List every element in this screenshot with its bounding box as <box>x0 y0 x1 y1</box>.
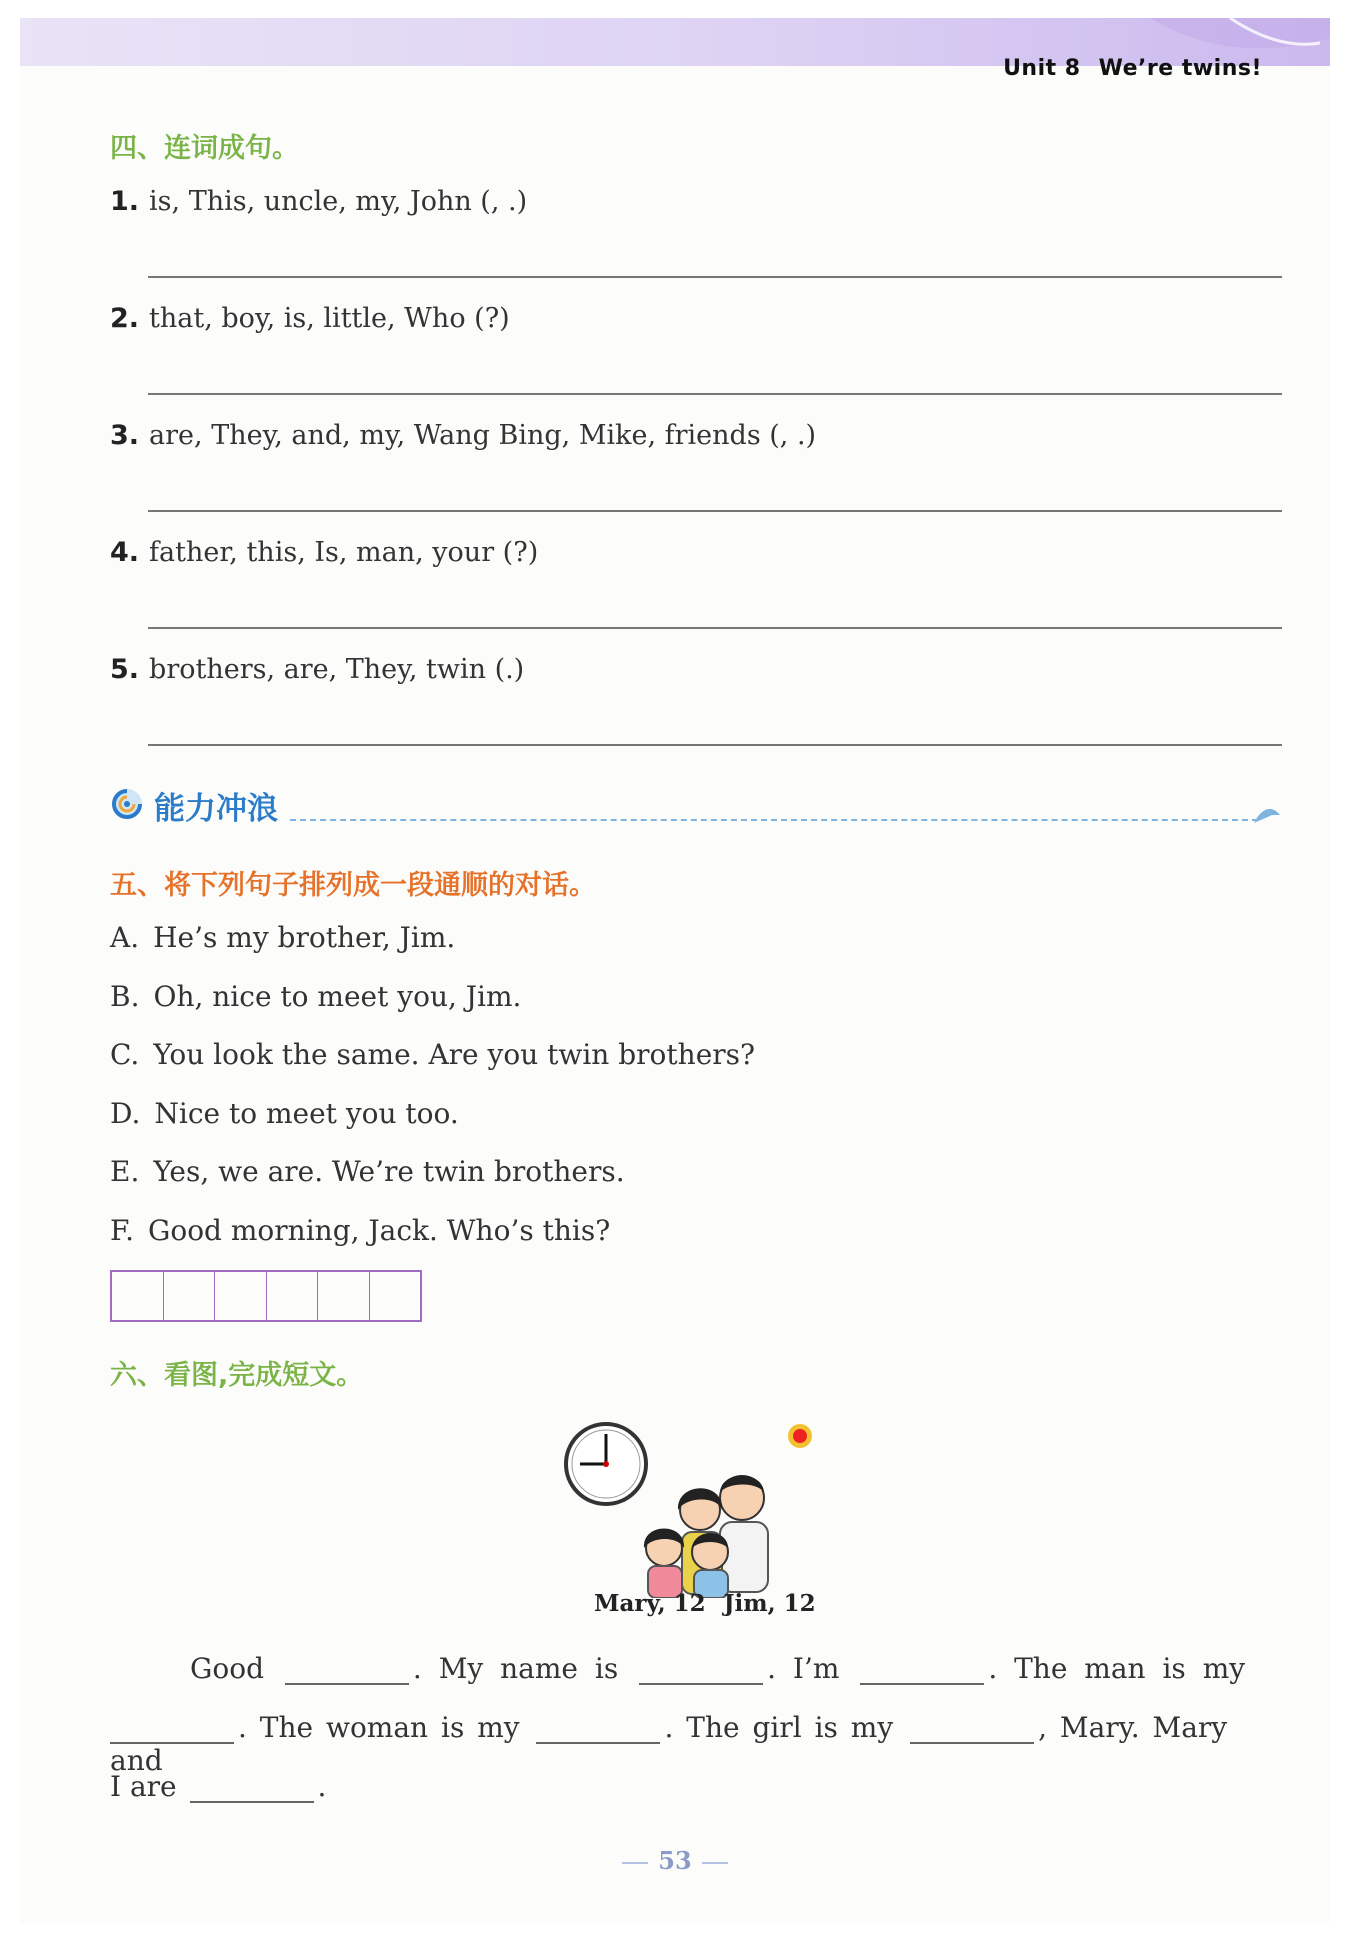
answer-order-boxes <box>110 1270 422 1322</box>
passage-line-3 <box>110 1770 1284 1803</box>
clock-icon <box>566 1424 646 1504</box>
question-text: that, boy, is, little, Who (?) <box>149 303 510 334</box>
answer-line-5[interactable] <box>148 744 1282 746</box>
option-letter: E. <box>110 1155 140 1188</box>
option-text: He’s my brother, Jim. <box>153 921 456 954</box>
option-e <box>110 1155 625 1188</box>
question-1 <box>110 186 527 217</box>
caption-jim: Jim, 12 <box>723 1590 816 1617</box>
question-text: brothers, are, They, twin (.) <box>149 654 525 685</box>
option-letter: A. <box>110 921 140 954</box>
option-letter: C. <box>110 1038 140 1071</box>
option-letter: F. <box>110 1214 134 1247</box>
passage-text: Good <box>190 1652 265 1685</box>
option-text: Good morning, Jack. Who’s this? <box>147 1214 611 1247</box>
option-letter: D. <box>110 1097 141 1130</box>
fill-blank[interactable] <box>190 1773 314 1803</box>
answer-box[interactable] <box>164 1272 216 1320</box>
section4-title: 四、连词成句。 <box>110 133 299 164</box>
sun-icon <box>788 1424 812 1448</box>
unit-title: We’re twins! <box>1098 56 1262 81</box>
answer-box[interactable] <box>215 1272 267 1320</box>
page-number <box>0 1846 1350 1875</box>
passage-text: . The woman is my <box>238 1711 520 1744</box>
passage-line-2 <box>110 1711 1284 1777</box>
option-text: Oh, nice to meet you, Jim. <box>153 980 522 1013</box>
question-4 <box>110 537 538 568</box>
ability-divider <box>290 819 1258 821</box>
question-5 <box>110 654 524 685</box>
fill-blank[interactable] <box>285 1655 409 1685</box>
answer-line-2[interactable] <box>148 393 1282 395</box>
family-illustration <box>560 1418 820 1598</box>
option-letter: B. <box>110 980 140 1013</box>
answer-box[interactable] <box>318 1272 370 1320</box>
fill-blank[interactable] <box>639 1655 763 1685</box>
unit-header <box>1003 56 1262 81</box>
question-text: father, this, Is, man, your (?) <box>149 537 539 568</box>
ability-banner <box>110 783 1282 827</box>
option-text: Yes, we are. We’re twin brothers. <box>153 1155 625 1188</box>
passage-text: I are <box>110 1770 177 1803</box>
section5-title: 五、将下列句子排列成一段通顺的对话。 <box>110 870 596 901</box>
passage-text: . The girl is my <box>664 1711 894 1744</box>
option-b <box>110 980 521 1013</box>
question-2 <box>110 303 510 334</box>
answer-line-4[interactable] <box>148 627 1282 629</box>
wave-end-icon <box>1252 803 1282 825</box>
fill-blank[interactable] <box>110 1714 234 1744</box>
answer-line-3[interactable] <box>148 510 1282 512</box>
question-3 <box>110 420 816 451</box>
option-text: Nice to meet you too. <box>154 1097 459 1130</box>
option-d <box>110 1097 459 1130</box>
passage-text: . <box>317 1770 327 1803</box>
passage-line-1 <box>110 1652 1284 1685</box>
option-f <box>110 1214 610 1247</box>
passage-text: . I’m <box>767 1652 840 1685</box>
question-number: 3. <box>110 420 140 451</box>
fill-blank[interactable] <box>860 1655 984 1685</box>
answer-line-1[interactable] <box>148 276 1282 278</box>
option-text: You look the same. Are you twin brothers? <box>153 1038 756 1071</box>
passage-text: , Mary. Mary and <box>110 1711 1228 1777</box>
swirl-icon <box>110 787 144 821</box>
question-text: is, This, uncle, my, John (, .) <box>149 186 528 217</box>
fill-blank[interactable] <box>536 1714 660 1744</box>
question-number: 2. <box>110 303 140 334</box>
question-number: 4. <box>110 537 140 568</box>
passage-text: . The man is my <box>988 1652 1246 1685</box>
page-number-value: 53 <box>658 1846 692 1875</box>
caption-mary: Mary, 12 <box>594 1590 706 1617</box>
section6-title: 六、看图,完成短文。 <box>110 1360 364 1391</box>
answer-box[interactable] <box>112 1272 164 1320</box>
ability-title: 能力冲浪 <box>154 791 278 827</box>
option-c <box>110 1038 755 1071</box>
question-number: 5. <box>110 654 140 685</box>
passage-text: . My name is <box>412 1652 619 1685</box>
option-a <box>110 921 455 954</box>
question-text: are, They, and, my, Wang Bing, Mike, friends (, .) <box>149 420 817 451</box>
answer-box[interactable] <box>267 1272 319 1320</box>
illustration-caption <box>594 1590 834 1617</box>
question-number: 1. <box>110 186 140 217</box>
unit-label: Unit 8 <box>1003 56 1081 81</box>
answer-box[interactable] <box>370 1272 421 1320</box>
fill-blank[interactable] <box>910 1714 1034 1744</box>
